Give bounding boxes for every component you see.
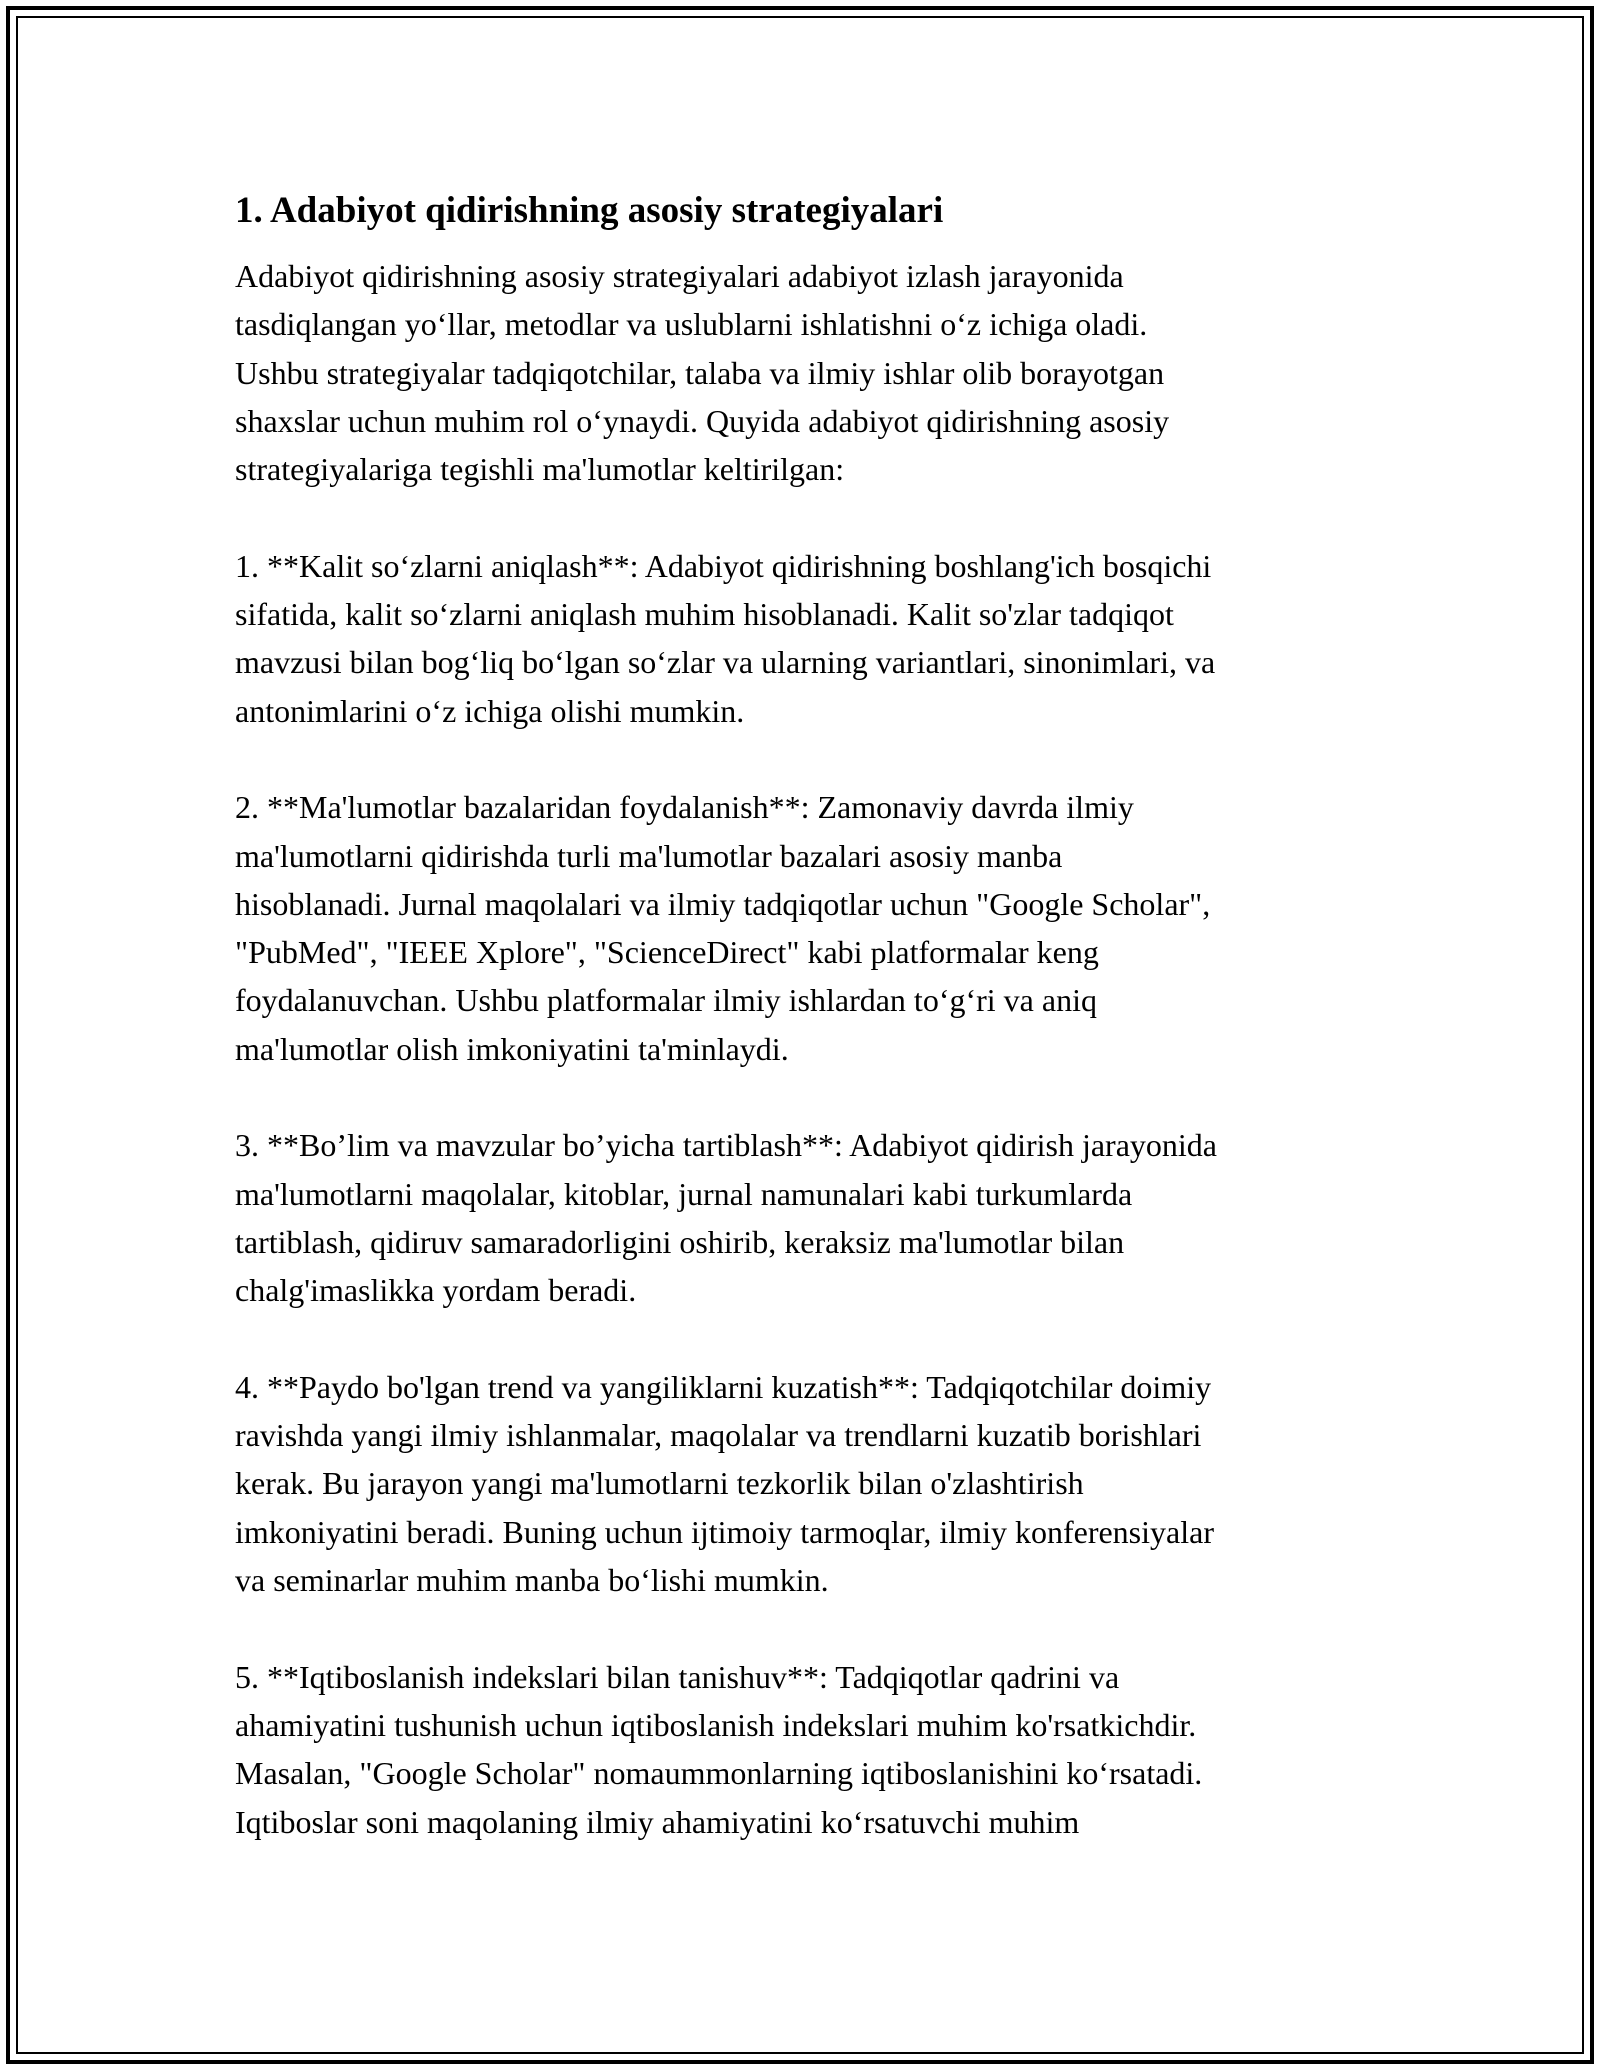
paragraph-trends: 4. **Paydo bo'lgan trend va yangiliklarni kuzatish**: Tadqiqotchilar doimiy ravishda yangi ilmiy ishlanmalar, maqolalar va trendlarni kuzatib borishlari kerak. Bu jarayon yangi ma'lumotlarni tezkorlik bilan o'zlashtirish imkoniyatini beradi. Buning uchun ijtimoiy tarmoqlar, ilmiy konferensiyalar va seminarlar muhim manba bo‘lishi mumkin. — [235, 1368, 1214, 1599]
paragraph-sorting: 3. **Bo’lim va mavzular bo’yicha tartiblash**: Adabiyot qidirish jarayonida ma'lumotlarni maqolalar, kitoblar, jurnal namunalari kabi turkumlarda tartiblash, qidiruv samaradorligini oshirib, keraksiz ma'lumotlar bilan chalg'imaslikka yordam beradi. — [235, 1127, 1217, 1309]
intro-paragraph: Adabiyot qidirishning asosiy strategiyalari adabiyot izlash jarayonida tasdiqlangan yo‘llar, metodlar va uslublarni ishlatishni o‘z ichiga oladi. Ushbu strategiyalar tadqiqotchilar, talaba va ilmiy ishlar olib borayotgan shaxslar uchun muhim rol o‘ynaydi. Quyida adabiyot qidirishning asosiy strategiyalariga tegishli ma'lumotlar keltirilgan: — [235, 258, 1170, 488]
paragraph-databases: 2. **Ma'lumotlar bazalaridan foydalanish**: Zamonaviy davrda ilmiy ma'lumotlarni qidirishda turli ma'lumotlar bazalari asosiy manba hisoblanadi. Jurnal maqolalari va ilmiy tadqiqotlar uchun "Google Scholar", "PubMed", "IEEE Xplore", "ScienceDirect" kabi platformalar keng foydalanuvchan. Ushbu platformalar ilmiy ishlardan to‘g‘ri va aniq ma'lumotlar olish imkoniyatini ta'minlaydi. — [235, 789, 1211, 1067]
document-body — [235, 186, 1395, 1894]
paragraph-keywords: 1. **Kalit so‘zlarni aniqlash**: Adabiyot qidirishning boshlang'ich bosqichi sifatida, kalit so‘zlarni aniqlash muhim hisoblanadi. Kalit so'zlar tadqiqot mavzusi bilan bog‘liq bo‘lgan so‘zlar va ularning variantlari, sinonimlari, va antonimlarini o‘z ichiga olishi mumkin. — [235, 547, 1216, 729]
paragraph-citations: 5. **Iqtiboslanish indekslari bilan tanishuv**: Tadqiqotlar qadrini va ahamiyatini tushunish uchun iqtiboslanish indekslari muhim ko'rsatkichdir. Masalan, "Google Scholar" nomaummonlarning iqtiboslanishini ko‘rsatadi. Iqtiboslar soni maqolaning ilmiy ahamiyatini ko‘rsatuvchi muhim — [235, 1658, 1203, 1840]
section-heading: 1. Adabiyot qidirishning asosiy strategiyalari — [235, 190, 944, 231]
